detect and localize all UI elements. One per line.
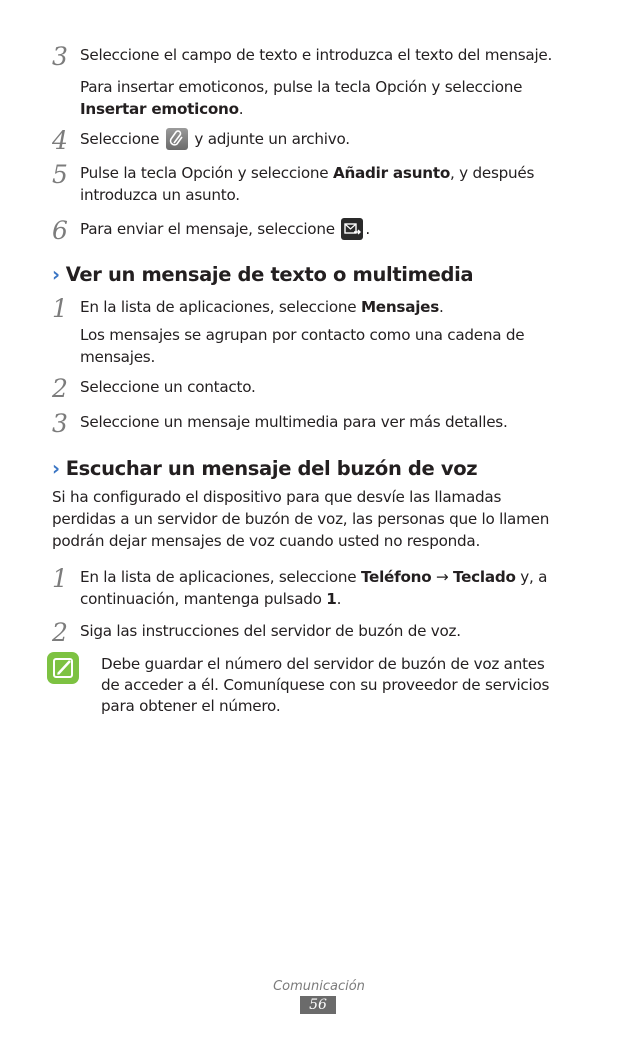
intro-paragraph-line: Si ha configurado el dispositivo para que desvíe las llamadas xyxy=(52,488,502,506)
step-line: , y después xyxy=(450,164,535,182)
step-line: En la lista de aplicaciones, seleccione xyxy=(80,568,361,586)
step-text xyxy=(80,162,534,184)
send-message-icon xyxy=(341,218,363,240)
step-text xyxy=(80,184,240,206)
step-text xyxy=(80,411,508,433)
step-line: Los mensajes se agrupan por contacto como una cadena de xyxy=(80,326,525,344)
note-text-line: para obtener el número. xyxy=(101,697,281,715)
arrow-text: → xyxy=(431,568,454,586)
bold-term: Añadir asunto xyxy=(332,164,451,182)
step-text xyxy=(80,588,341,610)
bold-term: Teclado xyxy=(453,568,516,586)
bold-term: Insertar emoticono xyxy=(80,100,239,118)
step-text xyxy=(80,324,524,346)
step-line: . xyxy=(439,298,444,316)
step-text xyxy=(80,376,256,398)
section-heading xyxy=(52,262,473,288)
step-number: 2 xyxy=(52,618,68,647)
step-line: Seleccione xyxy=(80,130,160,148)
bold-term: Teléfono xyxy=(360,568,432,586)
step-line: Seleccione el campo de texto e introduzca el texto del mensaje. xyxy=(80,46,553,64)
note-text-line: Debe guardar el número del servidor de buzón de voz antes xyxy=(101,655,545,673)
step-line: Para enviar el mensaje, seleccione xyxy=(80,220,335,238)
paperclip-icon xyxy=(166,128,188,150)
chevron-right-icon: › xyxy=(52,263,60,286)
step-line: Siga las instrucciones del servidor de buzón de voz. xyxy=(80,622,461,640)
step-text xyxy=(80,98,243,120)
step-line: Seleccione un mensaje multimedia para ver más detalles. xyxy=(80,413,508,431)
step-text xyxy=(80,566,547,588)
step-text xyxy=(80,44,552,66)
step-line: y adjunte un archivo. xyxy=(194,130,350,148)
step-text xyxy=(80,76,522,98)
section-heading xyxy=(52,456,477,482)
step-number: 1 xyxy=(52,294,68,323)
step-text xyxy=(80,346,155,368)
step-line: y, a xyxy=(515,568,548,586)
step-text xyxy=(80,128,350,150)
page-number: 56 xyxy=(300,996,336,1014)
step-line: continuación, mantenga pulsado xyxy=(80,590,327,608)
section-title: Ver un mensaje de texto o multimedia xyxy=(65,263,474,286)
chevron-right-icon: › xyxy=(52,457,60,480)
intro-paragraph-line: podrán dejar mensajes de voz cuando usted no responda. xyxy=(52,532,481,550)
step-number: 6 xyxy=(52,216,68,245)
step-line: En la lista de aplicaciones, seleccione xyxy=(80,298,361,316)
step-number: 3 xyxy=(52,42,68,71)
section-title: Escuchar un mensaje del buzón de voz xyxy=(65,457,478,480)
bold-term: 1 xyxy=(326,590,337,608)
step-number: 2 xyxy=(52,374,68,403)
step-line: Seleccione un contacto. xyxy=(80,378,256,396)
step-line: . xyxy=(336,590,342,608)
step-line: mensajes. xyxy=(80,348,156,366)
note-icon xyxy=(47,652,79,684)
bold-term: Mensajes xyxy=(360,298,439,316)
note-text-line: de acceder a él. Comuníquese con su proveedor de servicios xyxy=(101,676,550,694)
footer-section-label: Comunicación xyxy=(273,979,365,994)
step-number: 4 xyxy=(52,126,68,155)
step-text xyxy=(80,620,461,642)
step-line: Pulse la tecla Opción y seleccione xyxy=(80,164,333,182)
step-line: introduzca un asunto. xyxy=(80,186,240,204)
step-number: 1 xyxy=(52,564,68,593)
step-number: 5 xyxy=(52,160,68,189)
step-text xyxy=(80,296,444,318)
step-line: . xyxy=(365,220,370,238)
intro-paragraph-line: perdidas a un servidor de buzón de voz, las personas que lo llamen xyxy=(52,510,550,528)
step-text xyxy=(80,218,370,240)
step-number: 3 xyxy=(52,409,68,438)
step-line: . xyxy=(238,100,244,118)
step-line: Para insertar emoticonos, pulse la tecla Opción y seleccione xyxy=(80,78,523,96)
